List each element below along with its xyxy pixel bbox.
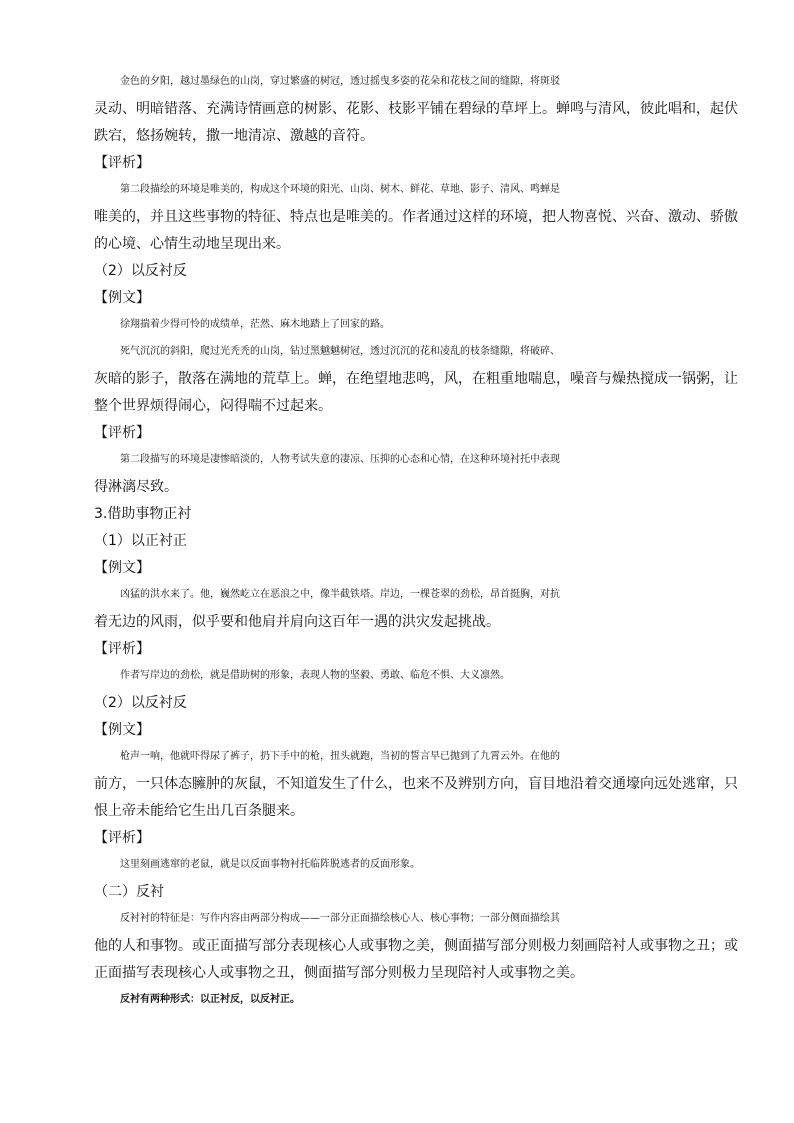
paragraph-line: 正面描写表现核心人或事物之丑，侧面描写部分则极力呈现陪衬人或事物之美。: [94, 965, 584, 981]
section-label: 【评析】: [94, 641, 150, 657]
paragraph-line: 的心境、心情生动地呈现出来。: [94, 236, 290, 252]
paragraph-line: 唯美的，并且这些事物的特征、特点也是唯美的。作者通过这样的环境，把人物喜悦、兴奋、激动、骄傲: [94, 209, 738, 225]
paragraph-line: 恨上帝未能给它生出几百条腿来。: [94, 803, 304, 819]
paragraph-line: 死气沉沉的斜阳，爬过光秃秃的山岗，钻过黑魆魆树冠，透过沉沉的花和凌乱的枝条缝隙，将破碎、: [120, 346, 560, 357]
paragraph-line: 作者写岸边的劲松，就是借助树的形象，表现人物的坚毅、勇敢、临危不惧、大义凛然。: [120, 670, 510, 681]
paragraph-line: 这里刻画逃窜的老鼠，就是以反面事物衬托临阵脱逃者的反面形象。: [120, 859, 420, 870]
paragraph-line: 整个世界烦得闹心，闷得喘不过起来。: [94, 398, 332, 414]
section-label: 【例文】: [94, 290, 150, 306]
section-label: 【例文】: [94, 722, 150, 738]
paragraph-line: 灵动、明暗错落、充满诗情画意的树影、花影、枝影平铺在碧绿的草坪上。蝉鸣与清风，彼此唱和，起伏: [94, 101, 738, 117]
paragraph-line: 金色的夕阳，越过墨绿色的山岗，穿过繁盛的树冠，透过摇曳多姿的花朵和花枝之间的缝隙，将斑驳: [120, 76, 560, 87]
paragraph-line: 枪声一响，他就吓得尿了裤子，扔下手中的枪，扭头就跑，当初的誓言早已抛到了九霄云外。在他的: [120, 751, 560, 762]
subheading: （2）以反衬反: [94, 263, 187, 279]
paragraph-line: 徐翔揣着少得可怜的成绩单，茫然、麻木地踏上了回家的路。: [120, 319, 390, 330]
paragraph-line: 跌宕，悠扬婉转，撒一地清凉、激越的音符。: [94, 128, 374, 144]
section-label: 【例文】: [94, 560, 150, 576]
paragraph-line: 第二段描绘的环境是唯美的，构成这个环境的阳光、山岗、树木、鲜花、草地、影子、清风、鸣蝉是: [120, 184, 560, 195]
subheading: （二）反衬: [94, 884, 164, 900]
bold-summary-line: 反衬有两种形式：以正衬反，以反衬正。: [120, 994, 300, 1005]
section-label: 【评析】: [94, 830, 150, 846]
paragraph-line: 前方，一只体态臃肿的灰鼠，不知道发生了什么，也来不及辨别方向，盲目地沿着交通壕向远处逃窜，只: [94, 776, 738, 792]
paragraph-line: 灰暗的影子，散落在满地的荒草上。蝉，在绝望地悲鸣，风，在粗重地喘息，噪音与燥热搅成一锅粥，让: [94, 371, 738, 387]
paragraph-line: 着无边的风雨，似乎要和他肩并肩向这百年一遇的洪灾发起挑战。: [94, 614, 500, 630]
subheading: （1）以正衬正: [94, 533, 187, 549]
paragraph-line: 第二段描写的环境是凄惨暗淡的，人物考试失意的凄凉、压抑的心态和心情，在这种环境衬托中表现: [120, 454, 560, 465]
subheading: （2）以反衬反: [94, 695, 187, 711]
subheading: 3.借助事物正衬: [94, 506, 192, 522]
paragraph-line: 凶猛的洪水来了。他，巍然屹立在恶浪之中，像半截铁塔。岸边，一棵苍翠的劲松，昂首挺胸，对抗: [120, 589, 560, 600]
paragraph-line: 他的人和事物。或正面描写部分表现核心人或事物之美，侧面描写部分则极力刻画陪衬人或事物之丑；或: [94, 938, 738, 954]
paragraph-line: 反衬衬的特征是：写作内容由两部分构成——一部分正面描绘核心人、核心事物；一部分侧面描绘其: [120, 913, 560, 924]
paragraph-line: 得淋漓尽致。: [94, 479, 178, 495]
section-label: 【评析】: [94, 155, 150, 171]
section-label: 【评析】: [94, 425, 150, 441]
